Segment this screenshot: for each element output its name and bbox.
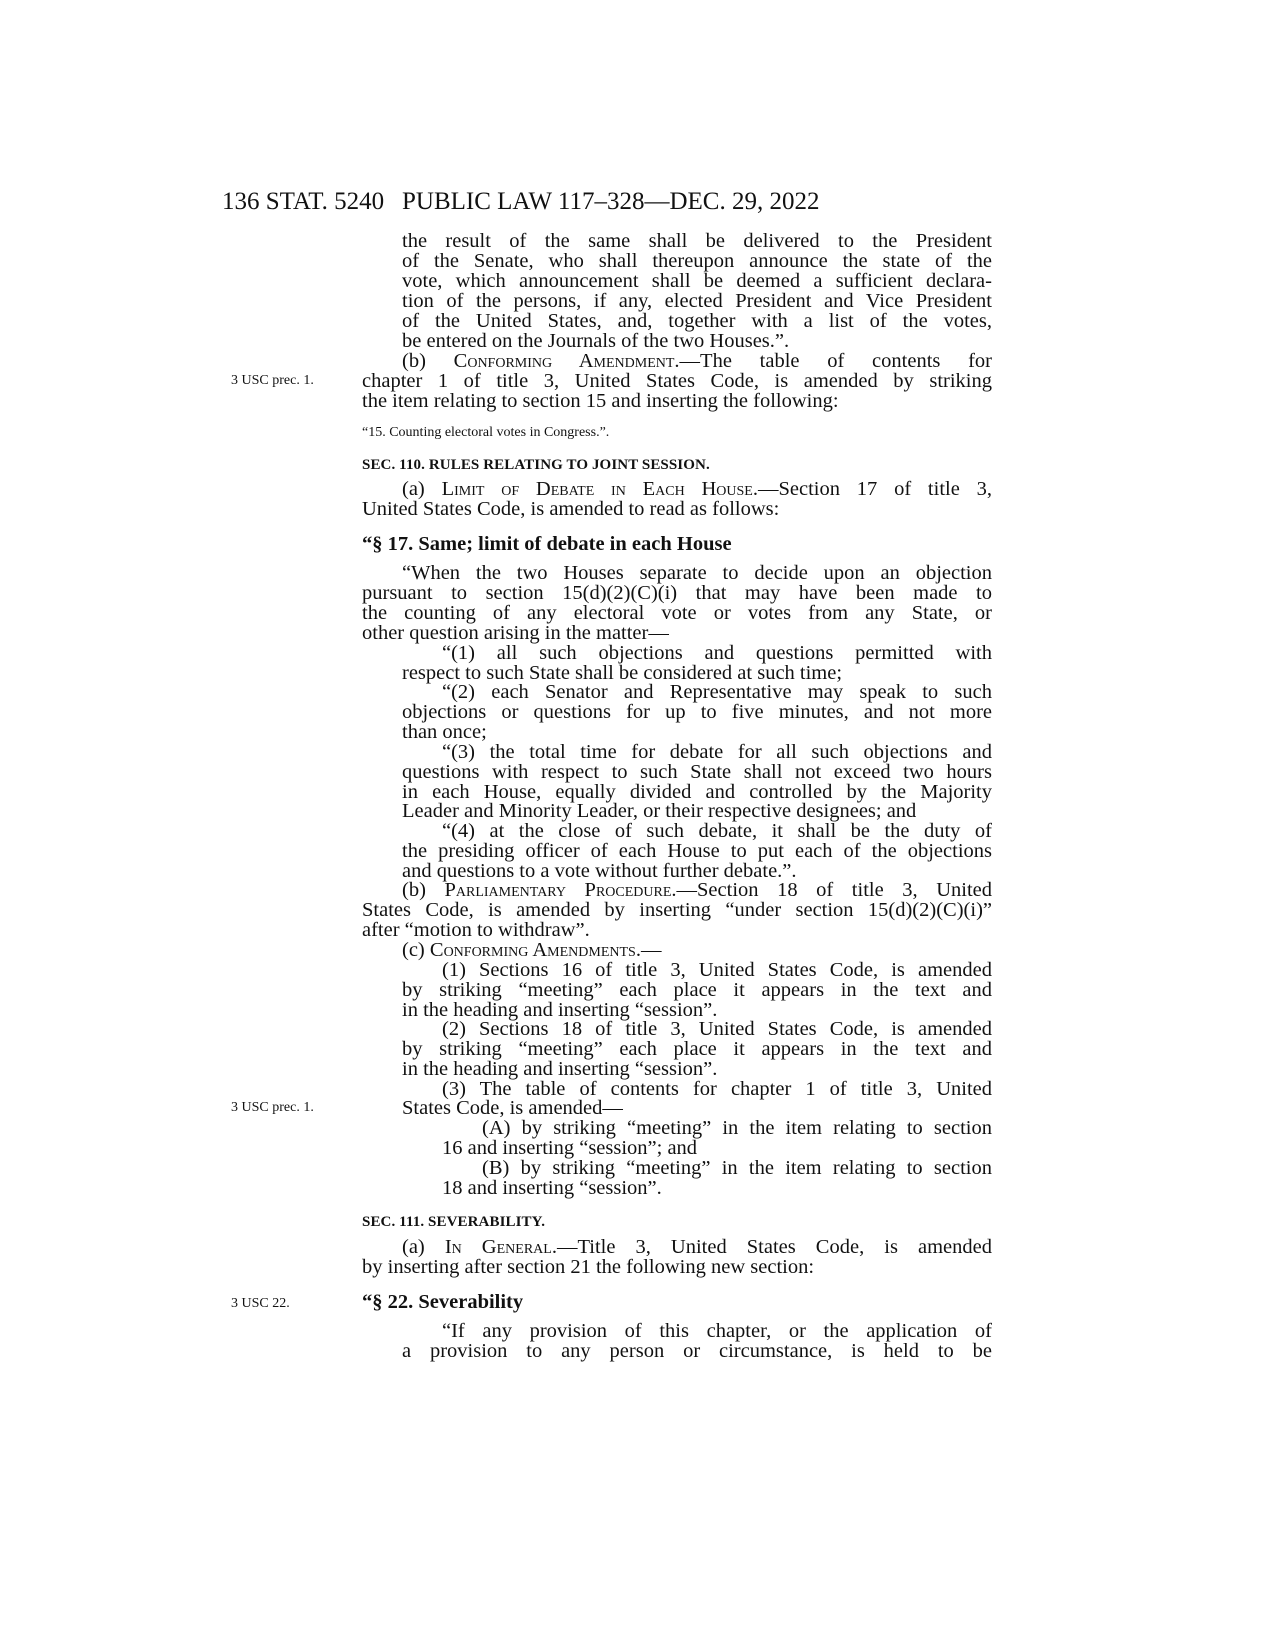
sec110-c1-line: in the heading and inserting “session”.: [402, 999, 718, 1021]
s17-item-2-line: “(2) each Senator and Representative may speak to such: [442, 681, 992, 703]
sec110-a-heading: Limit of Debate in Each House: [441, 478, 753, 500]
s17-intro-line: “When the two Houses separate to decide upon an objection: [402, 562, 992, 584]
section-22-heading: “§ 22. Severability: [362, 1291, 524, 1313]
sec110-b-line: States Code, is amended by inserting “under section 15(d)(2)(C)(i)”: [362, 899, 992, 921]
margin-note: 3 USC prec. 1.: [231, 1100, 314, 1115]
continuation-line: vote, which announcement shall be deemed a sufficient declara-: [402, 270, 992, 292]
sec110-c1-line: by striking “meeting” each place it appears in the text and: [402, 979, 992, 1001]
section-17-heading: “§ 17. Same; limit of debate in each House: [362, 533, 732, 555]
s17-item-3-line: Leader and Minority Leader, or their respective designees; and: [402, 800, 917, 822]
sec110-a-first-line: (a) Limit of Debate in Each House.—Section 17 of title 3,: [402, 478, 992, 500]
continuation-line: be entered on the Journals of the two Houses.”.: [402, 330, 790, 352]
sec110-c2-line: by striking “meeting” each place it appears in the text and: [402, 1038, 992, 1060]
s17-item-3-line: questions with respect to such State shall not exceed two hours: [402, 761, 992, 783]
page-header-title: PUBLIC LAW 117–328—DEC. 29, 2022: [402, 188, 820, 215]
s17-item-4-line: “(4) at the close of such debate, it shall be the duty of: [442, 820, 992, 842]
s22-line: a provision to any person or circumstance, is held to be: [402, 1340, 992, 1362]
subsection-b-line: the item relating to section 15 and inserting the following:: [362, 390, 839, 412]
s17-item-1-line: respect to such State shall be considered at such time;: [402, 662, 843, 684]
section-110-heading: SEC. 110. RULES RELATING TO JOINT SESSION.: [362, 457, 710, 473]
sec110-c1-line: (1) Sections 16 of title 3, United States Code, is amended: [442, 959, 992, 981]
sec111-a-heading: In General: [444, 1236, 552, 1258]
sec110-c3-line: States Code, is amended—: [402, 1097, 623, 1119]
margin-note: 3 USC 22.: [231, 1296, 290, 1311]
s17-intro-line: the counting of any electoral vote or votes from any State, or: [362, 602, 992, 624]
page-stat-citation: 136 STAT. 5240: [222, 188, 385, 215]
sec110-c3-line: (3) The table of contents for chapter 1 of title 3, United: [442, 1078, 992, 1100]
sec110-b-line: after “motion to withdraw”.: [362, 919, 590, 941]
s17-item-3-line: in each House, equally divided and controlled by the Majority: [402, 781, 992, 803]
sec110-a-line: United States Code, is amended to read as follows:: [362, 498, 780, 520]
continuation-line: of the United States, and, together with a list of the votes,: [402, 310, 992, 332]
s17-intro-line: other question arising in the matter—: [362, 622, 669, 644]
sec110-c2-line: (2) Sections 18 of title 3, United States Code, is amended: [442, 1018, 992, 1040]
s17-item-2-line: than once;: [402, 721, 487, 743]
sec111-a-line: by inserting after section 21 the following new section:: [362, 1256, 815, 1278]
section-111-heading: SEC. 111. SEVERABILITY.: [362, 1214, 546, 1230]
sec110-b-heading: Parliamentary Procedure: [444, 879, 672, 901]
subsection-b-first-line: (b) Conforming Amendment.—The table of contents for: [402, 350, 993, 372]
sec110-c3A-line: (A) by striking “meeting” in the item relating to section: [482, 1117, 992, 1139]
s17-item-4-line: and questions to a vote without further debate.”.: [402, 860, 797, 882]
s17-intro-line: pursuant to section 15(d)(2)(C)(i) that may have been made to: [362, 582, 992, 604]
sec110-b-first-line: (b) Parliamentary Procedure.—Section 18 of title 3, United: [402, 879, 992, 901]
subsection-b-line: chapter 1 of title 3, United States Code, is amended by striking: [362, 370, 992, 392]
sec110-c3A-line: 16 and inserting “session”; and: [442, 1137, 698, 1159]
sec110-c-heading: Conforming Amendments: [429, 939, 636, 961]
sec110-c-heading-line: (c) Conforming Amendments.—: [402, 939, 662, 961]
sec111-a-first-line: (a) In General.—Title 3, United States Code, is amended: [402, 1236, 992, 1258]
s17-item-4-line: the presiding officer of each House to put each of the objections: [402, 840, 992, 862]
continuation-line: the result of the same shall be delivered to the President: [402, 230, 992, 252]
s17-item-1-line: “(1) all such objections and questions permitted with: [442, 642, 992, 664]
s17-item-2-line: objections or questions for up to five minutes, and not more: [402, 701, 992, 723]
sec110-c3B-line: (B) by striking “meeting” in the item relating to section: [482, 1157, 992, 1179]
s17-item-3-line: “(3) the total time for debate for all such objections and: [442, 741, 992, 763]
sec110-c3B-line: 18 and inserting “session”.: [442, 1177, 662, 1199]
toc-item: “15. Counting electoral votes in Congress.”.: [362, 425, 610, 440]
s22-line: “If any provision of this chapter, or the application of: [442, 1320, 992, 1342]
sec110-c2-line: in the heading and inserting “session”.: [402, 1058, 718, 1080]
continuation-line: tion of the persons, if any, elected President and Vice President: [402, 290, 992, 312]
continuation-line: of the Senate, who shall thereupon announce the state of the: [402, 250, 992, 272]
margin-note: 3 USC prec. 1.: [231, 373, 314, 388]
subsection-b-heading: Conforming Amendment: [453, 350, 675, 372]
